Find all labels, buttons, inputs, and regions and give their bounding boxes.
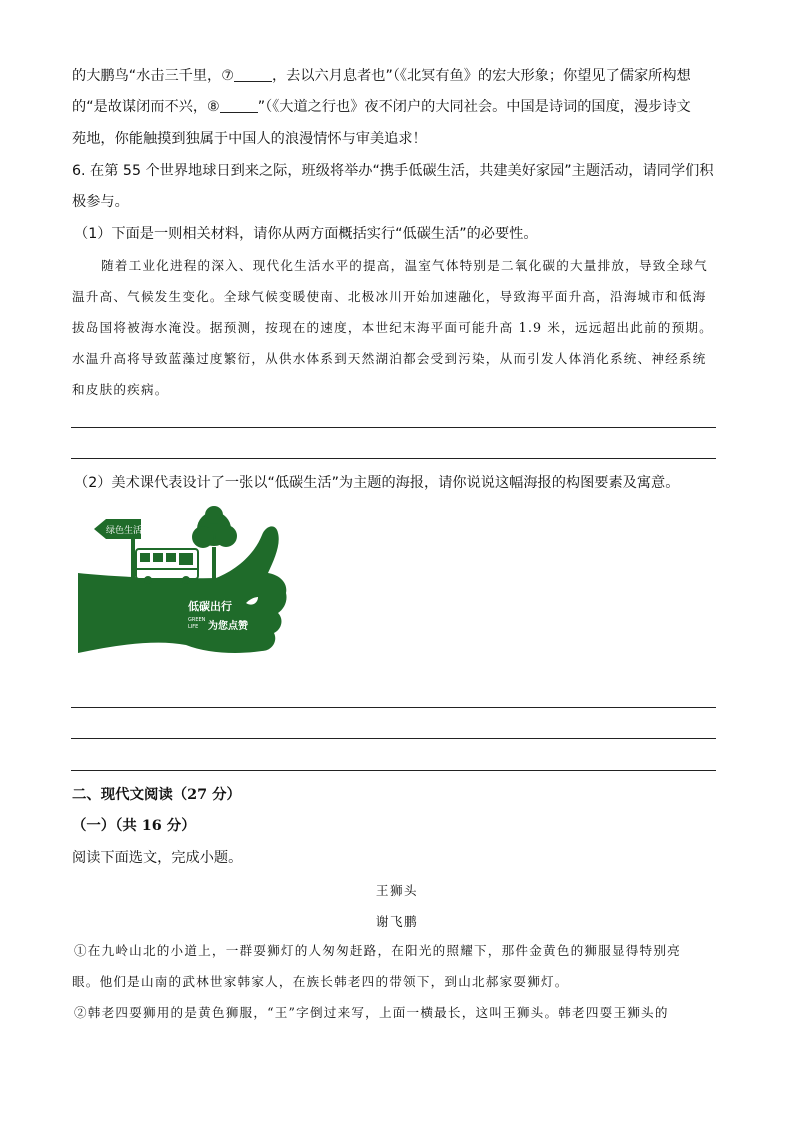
- slogan-green: GREEN: [188, 617, 206, 623]
- intro-text: 的大鹏鸟“水击三千里，: [72, 68, 222, 84]
- article-paragraph-line: ①在九岭山北的小道上，一群耍狮灯的人匆匆赶路，在阳光的照耀下，那件金黄色的狮服显得特别亮: [74, 943, 681, 958]
- fill-blank-7[interactable]: [234, 67, 272, 82]
- slogan-cn-2: 为您点赞: [208, 621, 248, 632]
- intro-line-3: 苑地，你能触摸到独属于中国人的浪漫情怀与审美追求！: [72, 131, 427, 147]
- answer-line[interactable]: [71, 738, 716, 739]
- reading-instruction: 阅读下面选文，完成小题。: [72, 850, 243, 866]
- intro-text: ，去以六月息者也”（《北冥有鱼》的宏大形象；你望见了儒家所构想: [271, 68, 691, 84]
- subquestion-1: （1）下面是一则相关材料，请你从两方面概括实行“低碳生活”的必要性。: [74, 226, 538, 242]
- intro-line-1: [72, 66, 691, 86]
- slogan-life: LIFE: [188, 624, 199, 630]
- intro-line-2: [72, 97, 691, 117]
- slogan-cn-1: 低碳出行: [188, 600, 232, 613]
- answer-line[interactable]: [71, 427, 716, 428]
- material-line: 随着工业化进程的深入、现代化生活水平的提高，温室气体特别是二氧化碳的大量排放，导致全球气: [101, 258, 708, 273]
- article-author: 谢飞鹏: [375, 914, 419, 929]
- material-line: 水温升高将导致蓝藻过度繁衍，从供水体系到天然湖泊都会受到污染，从而引发人体消化系统、神经系统: [72, 351, 707, 366]
- blank-number-8: ⑧: [207, 99, 220, 115]
- intro-text: 的“是故谋闭而不兴，: [72, 99, 208, 115]
- material-line: 和皮肤的疾病。: [72, 382, 169, 397]
- thumbs-up-hand: [78, 526, 287, 653]
- material-line: 温升高、气候发生变化。全球气候变暖使南、北极冰川开始加速融化，导致海平面升高，沿海城市和低海: [72, 289, 707, 304]
- article-paragraph-line: 眼。他们是山南的武林世家韩家人，在族长韩老四的带领下，到山北郝家耍狮灯。: [72, 974, 569, 989]
- material-line: 拔岛国将被海水淹没。据预测，按现在的速度，本世纪末海平面可能升高 1.9 米，远远超出此前的预期。: [72, 320, 713, 335]
- low-carbon-poster: [76, 505, 290, 660]
- answer-line[interactable]: [71, 458, 716, 459]
- part-title: （一）（共 16 分）: [72, 817, 196, 834]
- section-title: 二、现代文阅读（27 分）: [72, 786, 241, 803]
- sign-label: 绿色生活: [106, 526, 143, 536]
- question-6-line-1: 6. 在第 55 个世界地球日到来之际，班级将举办“携手低碳生活，共建美好家园”主题活动，请同学们积: [72, 163, 714, 179]
- blank-number-7: ⑦: [221, 68, 234, 84]
- subquestion-2: （2）美术课代表设计了一张以“低碳生活”为主题的海报，请你说说这幅海报的构图要素及寓意。: [74, 475, 680, 491]
- bus-icon: [136, 549, 198, 584]
- answer-line[interactable]: [71, 707, 716, 708]
- article-title: 王狮头: [375, 883, 419, 898]
- intro-text: ”（《大道之行也》夜不闭户的大同社会。中国是诗词的国度，漫步诗文: [257, 99, 691, 115]
- fill-blank-8[interactable]: [220, 98, 258, 113]
- answer-line[interactable]: [71, 770, 716, 771]
- article-paragraph-line: ②韩老四耍狮用的是黄色狮服，“王”字倒过来写，上面一横最长，这叫王狮头。韩老四耍王狮头的: [74, 1005, 669, 1020]
- question-6-line-2: 极参与。: [72, 194, 129, 210]
